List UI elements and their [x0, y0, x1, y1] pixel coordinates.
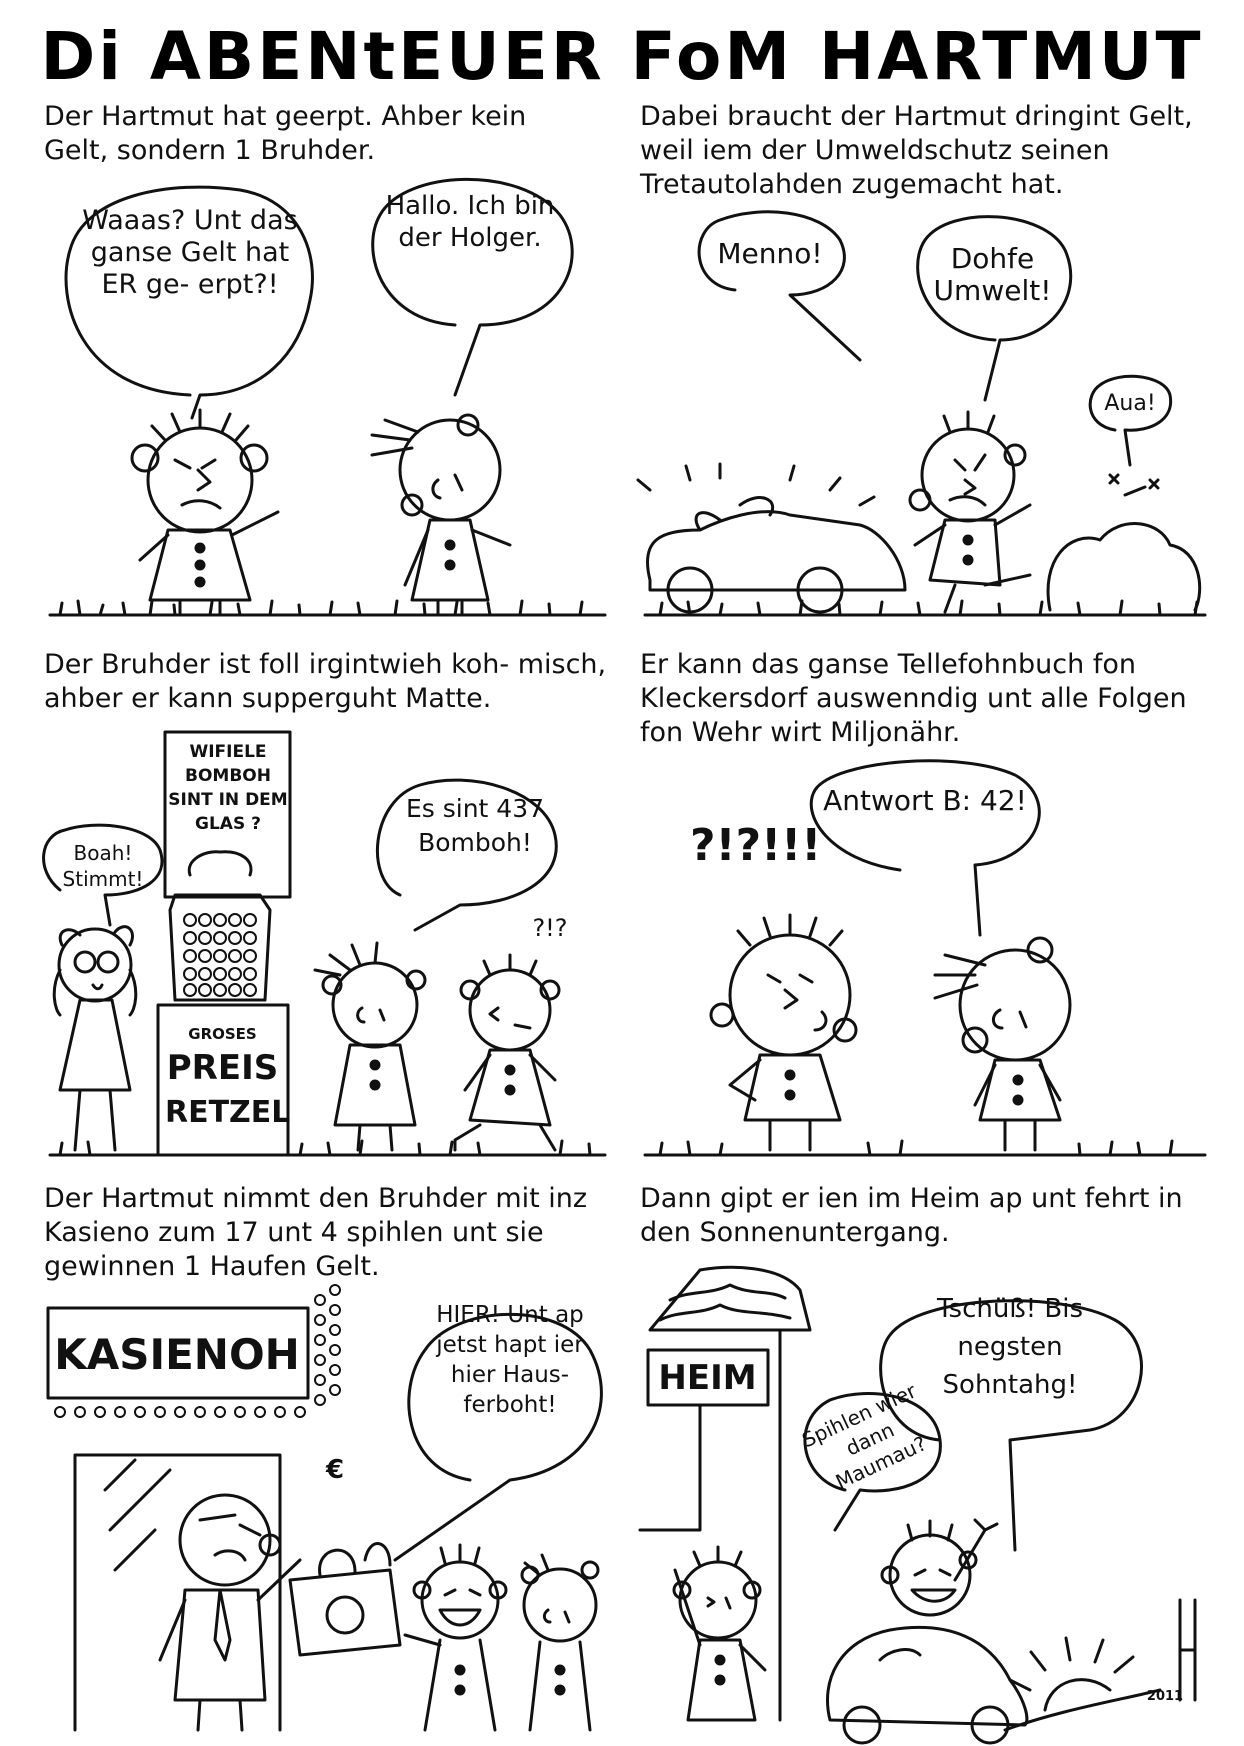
confused-marks: ?!? [532, 914, 568, 942]
hartmut-happy-figure [405, 1545, 506, 1730]
artist-signature-year: 2011 [1146, 1689, 1184, 1704]
money-bag [290, 1544, 400, 1655]
prize-box-line-3: RETZEL [165, 1095, 291, 1130]
bush [1048, 524, 1200, 610]
bubble-text-3: Menno! [717, 237, 823, 270]
treadcar [638, 464, 905, 612]
prize-box-line-2: PREIS [166, 1048, 279, 1088]
panel-3-caption: Der Bruhder ist foll irgintwieh koh- misch, ahber er kann supperguht Matte. [44, 649, 607, 714]
hartmut-figure [132, 410, 278, 615]
euro-symbol: € [325, 1455, 345, 1485]
bubble-text-2: Hallo. Ich bin der Holger. [385, 191, 555, 253]
bouncer-figure [160, 1495, 300, 1730]
bubble-text-7: Es sint 437 Bomboh! [405, 794, 545, 857]
comic-title: Di ABENtEUER FoM HARTMUT [40, 18, 1204, 95]
casino-door [75, 1455, 280, 1730]
casino-sign-text: KASIENOH [54, 1330, 300, 1379]
exclamation-marks: ?!?!!! [690, 820, 822, 871]
holger-waving-figure [674, 1547, 765, 1720]
holger-figure-2 [315, 943, 425, 1150]
panel-2-caption: Dabei braucht der Hartmut dringint Gelt, weil iem der Umweldschutz seinen Tretautolahden zugemacht hat. [640, 101, 1193, 200]
holger-figure-4 [522, 1555, 598, 1730]
treadcar-2 [828, 1627, 1027, 1743]
bubble-text-6: Boah! Stimmt! [62, 841, 144, 891]
bubble-text-1: Waaas? Unt das ganse Gelt hat ER ge- erpt?! [82, 205, 298, 300]
hartmut-in-car-figure [882, 1520, 997, 1615]
question-sign-text: WIFIELE BOMBOH SINT IN DEM GLAS ? [168, 742, 288, 834]
bubble-text-11: Spihlen wier dann Maumau? [798, 1378, 931, 1494]
bubble-text-9: HIER! Unt ap jetst hapt ier hier Haus- ferboht! [436, 1302, 584, 1418]
heim-sign-text: HEIM [658, 1358, 757, 1398]
bubble-text-5: Aua! [1104, 391, 1156, 416]
holger-figure-3 [935, 938, 1070, 1150]
hartmut-walking-figure [455, 955, 559, 1150]
hartmut-kicking-figure [910, 412, 1030, 612]
bubble-text-4: Dohfe Umwelt! [933, 242, 1052, 307]
bubble-text-10: Tschüß! Bis negsten Sohntahg! [936, 1294, 1084, 1400]
prize-box-line-1: GROSES [188, 1025, 257, 1043]
speech-bubble-3 [699, 212, 860, 360]
panel-1-caption: Der Hartmut hat geerpt. Ahber kein Gelt, sondern 1 Bruhder. [44, 101, 527, 166]
artist-signature [1180, 1600, 1195, 1700]
panel-6-caption: Dann gipt er ien im Heim ap unt fehrt in den Sonnenuntergang. [640, 1183, 1183, 1248]
panel-4-caption: Er kann das ganse Tellefohnbuch fon Kleckersdorf auswenndig unt alle Folgen fon Wehr wirt Miljonähr. [640, 649, 1187, 748]
holger-figure [372, 415, 510, 615]
roof [650, 1267, 810, 1330]
bubble-text-8: Antwort B: 42! [823, 784, 1027, 817]
hartmut-thinking-figure [711, 915, 856, 1150]
sweets-jar [170, 852, 270, 1000]
panel-5-caption: Der Hartmut nimmt den Bruhder mit inz Kasieno zum 17 unt 4 spihlen unt sie gewinnen 1 Haufen Gelt. [44, 1183, 588, 1282]
girl-figure [54, 927, 136, 1150]
sunset [1005, 1638, 1160, 1730]
